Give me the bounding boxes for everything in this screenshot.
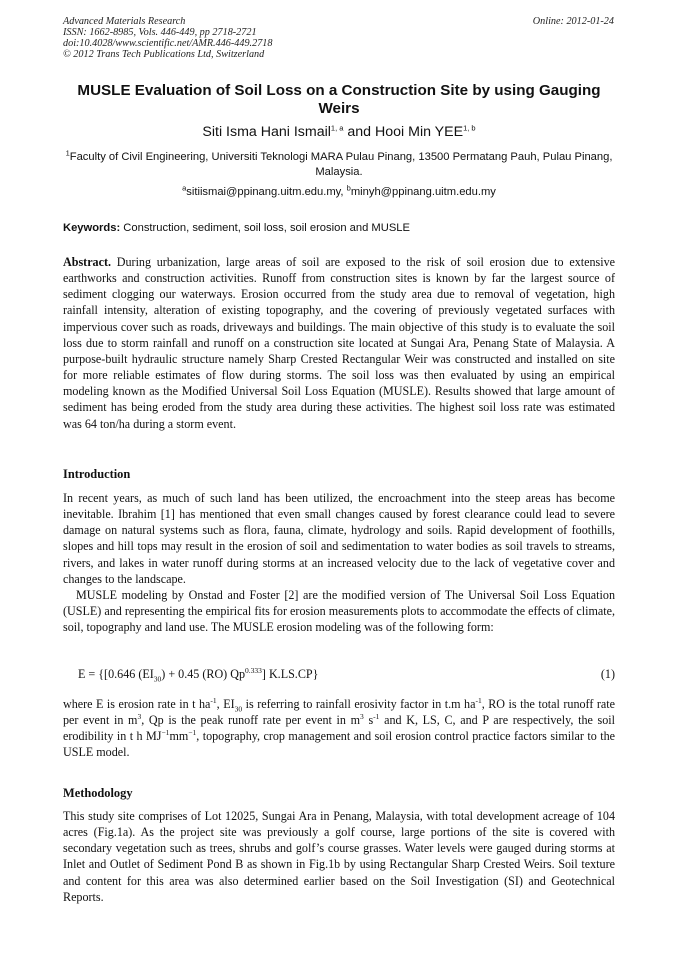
where-text-8: mm bbox=[169, 729, 189, 744]
author-2-sup: 1, b bbox=[463, 123, 476, 133]
email-b-sup: b bbox=[346, 183, 351, 193]
equation-part-1: E = {[0.646 (EI bbox=[78, 667, 154, 681]
affiliation-sup: 1 bbox=[65, 148, 70, 158]
methodology-paragraph-1: This study site comprises of Lot 12025, Sungai Ara in Penang, Malaysia, with total development acreage of 104 acres (Fig.1a). As the project site was previously a golf course, large portions of the site is covered with secondary vegetation such as trees, shrubs and golf’s course grasses. Water levels were gauged during storms at Inlet and Outlet of Sediment Pond B as shown in Fig.1b by using Rectangular Sharp Crested Weirs. Soil texture and content for this area was also determined earlier based on the Soil Investigation (SI) and Geotechnical Reports. bbox=[63, 809, 615, 904]
affiliation-text: Faculty of Civil Engineering, Universiti Teknologi MARA Pulau Pinang, 13500 Permatang Pauh, Pulau Pinang, Malaysia. bbox=[69, 151, 613, 178]
where-text-3: is referring to rainfall erosivity factor in t.m ha bbox=[242, 697, 476, 711]
abstract-text: During urbanization, large areas of soil are exposed to the risk of soil erosion due to extensive earthworks and construction activities. Runoff from construction sites is known by far the largest source of sediment clogging our waterways. Erosion occurred from the study area due to removal of vegetation, high rainfall intensity, alteration of existing topography, and the covering of previously vegetated surfaces with impervious cover such as roads, driveways and buildings. The main objective of this study is to evaluate the soil loss due to storm rainfall and runoff on a construction site located at Sungai Ara, Penang State of Malaysia. A purpose-built hydraulic structure namely Sharp Crested Rectangular Weir was constructed and installed on site for more reliable estimates of flow during storms. The soil loss was then evaluated by using an empirical modeling known as the Modified Universal Soil Loss Equation (MUSLE). Results showed that large amount of sediment has being eroded from the study area during these activities. The highest soil loss rate was estimated was 64 ton/ha during a storm event. bbox=[63, 255, 615, 431]
email-a: sitiismai@ppinang.uitm.edu.my, bbox=[186, 186, 347, 198]
keywords-text: Construction, sediment, soil loss, soil erosion and MUSLE bbox=[120, 222, 410, 234]
keywords-label: Keywords: bbox=[63, 222, 121, 234]
where-sup-3: -1 bbox=[475, 695, 482, 705]
author-2: Hooi Min YEE bbox=[375, 124, 464, 140]
abstract-label: Abstract. bbox=[63, 255, 112, 269]
equation-sub: 30 bbox=[153, 674, 162, 684]
authors bbox=[63, 124, 615, 140]
where-text-5: , Qp is the peak runoff rate per event in m bbox=[141, 713, 361, 728]
paper-title: MUSLE Evaluation of Soil Loss on a Construction Site by using Gauging Weirs bbox=[77, 82, 601, 117]
where-text-7: and K, LS, C, and P are respectively, the soil erodibility in t h MJ bbox=[63, 713, 616, 744]
affiliation bbox=[63, 150, 615, 180]
email-a-sup: a bbox=[182, 183, 187, 193]
journal-copyright: © 2012 Trans Tech Publications Ltd, Switzerland bbox=[63, 49, 265, 60]
author-1: Siti Isma Hani Ismail bbox=[202, 124, 331, 140]
equation-explanation bbox=[63, 696, 615, 761]
where-text-4: , RO is the total runoff rate per event in m bbox=[63, 697, 615, 728]
journal-doi: doi:10.4028/www.scientific.net/AMR.446-449.2718 bbox=[63, 38, 273, 49]
where-sup-4: 3 bbox=[137, 712, 142, 722]
email-b: minyh@ppinang.uitm.edu.my bbox=[350, 186, 496, 198]
journal-issn: ISSN: 1662-8985, Vols. 446-449, pp 2718-2721 bbox=[63, 27, 257, 38]
authors-and: and bbox=[343, 124, 375, 140]
keywords bbox=[63, 222, 615, 234]
online-date: Online: 2012-01-24 bbox=[532, 16, 614, 27]
equation-part-2: ) + 0.45 (RO) Qp bbox=[161, 667, 246, 681]
equation-sup: 0.333 bbox=[245, 665, 262, 675]
where-text-6: s bbox=[363, 713, 374, 728]
equation-1 bbox=[78, 667, 615, 682]
introduction-heading: Introduction bbox=[63, 467, 131, 481]
where-sup-8: −1 bbox=[188, 728, 197, 738]
where-text-1: where E is erosion rate in t ha bbox=[63, 697, 211, 711]
where-text-9: , topography, crop management and soil erosion control practice factors similar to the USLE model. bbox=[63, 729, 615, 760]
intro-paragraph-2: MUSLE modeling by Onstad and Foster [2] are the modified version of The Universal Soil Loss Equation (USLE) and representing the empirical fits for erosion measurements plots to accommodate the effects of climate, soil, topography and land use. The MUSLE erosion modeling was of the following form: bbox=[63, 588, 615, 635]
journal-name: Advanced Materials Research bbox=[63, 16, 186, 27]
emails bbox=[63, 183, 615, 198]
where-sup-1: -1 bbox=[210, 695, 217, 705]
methodology-heading: Methodology bbox=[63, 786, 133, 800]
abstract bbox=[63, 254, 615, 432]
where-sup-5: 3 bbox=[360, 712, 364, 722]
intro-paragraph-1: In recent years, as much of such land has been utilized, the encroachment into the steep areas has become inevitable. Ibrahim [1] has mentioned that even small changes caused by forest clearance could lead to severe damage on natural systems such as flora, fauna, climate, hydrology and soils. Rapid development of foothills, slopes and hill tops may result in the erosion of soil and sedimentation to water bodies as soil travels to streams, rivers, and lakes in water runoff during storms at an increased velocity due to the lack of vegetative cover and changes to the landscape. bbox=[63, 491, 615, 586]
author-1-sup: 1, a bbox=[330, 123, 344, 133]
where-sup-7: −1 bbox=[161, 728, 170, 738]
equation-part-3: ] K.LS.CP} bbox=[261, 667, 319, 681]
where-sub-2: 30 bbox=[234, 704, 243, 714]
equation-number: (1) bbox=[600, 667, 615, 681]
where-text-2: , EI bbox=[216, 697, 235, 711]
journal-header bbox=[63, 16, 272, 60]
where-sup-6: -1 bbox=[373, 712, 380, 722]
